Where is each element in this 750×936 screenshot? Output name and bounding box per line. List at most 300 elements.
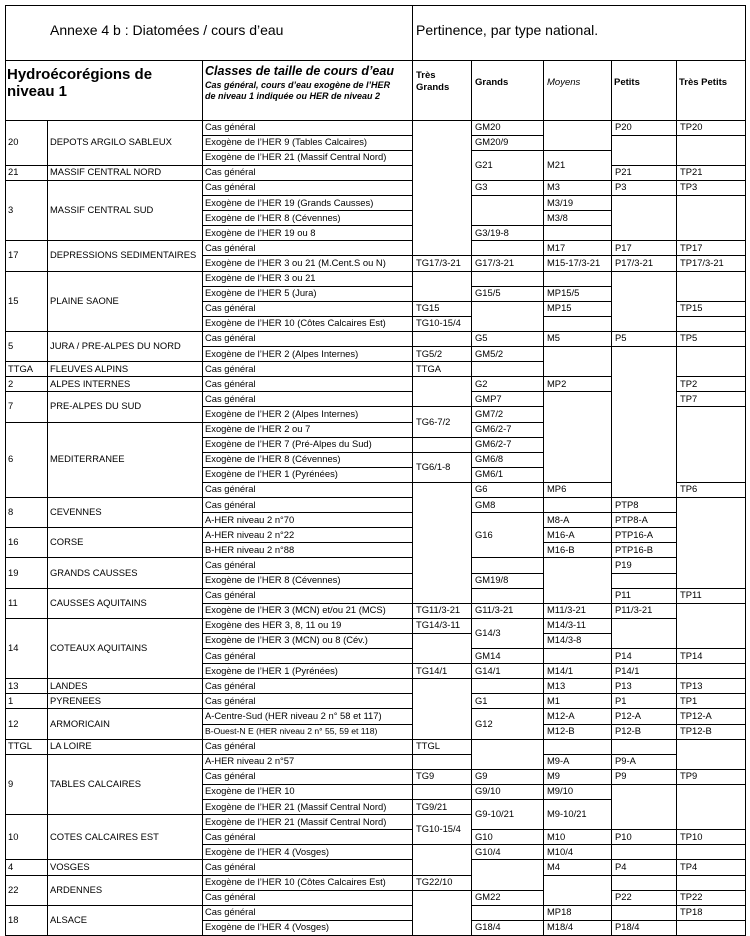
type-code-g: G2	[475, 377, 488, 389]
size-class-label: Exogène de l’HER 19 (Grands Causses)	[205, 196, 374, 208]
type-code-tp: TP13	[680, 679, 703, 691]
type-code-m: MP2	[547, 377, 567, 389]
type-code-m: M10/4	[547, 845, 574, 857]
size-class-label: Exogène de l’HER 7 (Pré-Alpes du Sud)	[205, 438, 372, 450]
region-name: CAUSSES AQUITAINS	[50, 596, 147, 608]
grid-line	[471, 618, 543, 619]
type-code-m: M16-A	[547, 528, 575, 540]
type-code-m: M21	[547, 158, 566, 170]
type-code-p: P10	[615, 830, 632, 842]
type-code-p: PTP8-A	[615, 513, 648, 525]
type-code-p: P14/1	[615, 664, 640, 676]
grid-line	[543, 150, 611, 151]
region-name: DEPOTS ARGILO SABLEUX	[50, 136, 172, 148]
grid-line	[5, 588, 202, 589]
classes-subheading-2: de niveau 1 indiquée ou HER de niveau 2	[205, 91, 381, 101]
type-code-p: P14	[615, 649, 632, 661]
size-class-label: A-HER niveau 2 n°70	[205, 513, 295, 525]
type-code-g: GM20/9	[475, 136, 509, 148]
type-code-tg: TG6/1-8	[416, 460, 451, 472]
grid-line	[47, 120, 48, 935]
size-class-label: Cas général	[205, 679, 256, 691]
type-code-g: G14/3	[475, 626, 501, 638]
grid-line	[471, 905, 543, 906]
type-code-p: P17/3-21	[615, 256, 654, 268]
type-code-g: GMP7	[475, 392, 502, 404]
col-header-tres-grands-1: Très	[416, 70, 436, 81]
classes-heading: Classes de taille de cours d’eau	[205, 64, 394, 78]
grid-line	[5, 60, 745, 61]
type-code-tp: TP9	[680, 770, 698, 782]
type-code-tp: TP2	[680, 377, 698, 389]
grid-line	[543, 316, 611, 317]
grid-line	[471, 708, 543, 709]
type-code-m: MP18	[547, 906, 572, 918]
type-code-p: P11/3-21	[615, 604, 653, 616]
type-code-tp: TP4	[680, 860, 698, 872]
region-name: LA LOIRE	[50, 740, 92, 752]
type-code-tp: TP6	[680, 483, 698, 495]
size-class-label: Exogène de l’HER 1 (Pyrénées)	[205, 664, 338, 676]
region-name: TABLES CALCAIRES	[50, 777, 142, 789]
grid-line	[5, 391, 202, 392]
region-name: CORSE	[50, 536, 84, 548]
size-class-label: Exogène de l’HER 8 (Cévennes)	[205, 453, 341, 465]
type-code-m: M9	[547, 770, 561, 782]
size-class-label: B-HER niveau 2 n°88	[205, 543, 295, 555]
grid-line	[5, 120, 202, 121]
grid-line	[676, 920, 745, 921]
size-class-label: Exogène de l’HER 19 ou 8	[205, 226, 316, 238]
grid-line	[5, 814, 202, 815]
type-code-m: M14/1	[547, 664, 574, 676]
grid-line	[412, 482, 471, 483]
grid-line	[611, 875, 676, 876]
type-code-m: M5	[547, 332, 561, 344]
size-class-label: B-Ouest-N E (HER niveau 2 n° 55, 59 et 118)	[205, 726, 378, 737]
type-code-tg: TTGA	[416, 362, 441, 374]
type-code-g: G17/3-21	[475, 256, 515, 268]
region-code: 1	[8, 694, 14, 706]
type-code-tp: TP17/3-21	[680, 256, 724, 268]
grid-line	[676, 875, 745, 876]
size-class-label: Cas général	[205, 302, 256, 314]
grid-line	[412, 271, 471, 272]
type-code-p: P5	[615, 332, 627, 344]
type-code-p: P12-B	[615, 725, 642, 737]
type-code-tg: TG17/3-21	[416, 256, 461, 268]
region-code: 3	[8, 204, 14, 216]
grid-line	[611, 271, 676, 272]
type-code-g: G10/4	[475, 845, 501, 857]
type-code-m: M4	[547, 860, 561, 872]
type-code-g: GM6/8	[475, 453, 504, 465]
size-class-label: Exogène de l’HER 8 (Cévennes)	[205, 211, 341, 223]
type-code-m: M3/8	[547, 211, 568, 223]
type-code-tp: TP5	[680, 332, 698, 344]
type-code-tg: TG10-15/4	[416, 823, 461, 835]
region-name: VOSGES	[50, 860, 90, 872]
grid-line	[676, 195, 745, 196]
grid-line	[676, 497, 745, 498]
region-name: ALSACE	[50, 913, 87, 925]
grid-line	[611, 905, 676, 906]
size-class-label: A-Centre-Sud (HER niveau 2 n° 58 et 117)	[205, 709, 382, 721]
type-code-g: GM6/2-7	[475, 438, 512, 450]
region-code: 5	[8, 340, 14, 351]
grid-line	[5, 708, 202, 709]
region-code: 6	[8, 453, 14, 465]
type-code-tg: TG14/3-11	[416, 619, 461, 631]
type-code-m: M1	[547, 694, 561, 706]
size-class-label: Exogène de l’HER 3 ou 21	[205, 272, 316, 284]
region-name: COTEAUX AQUITAINS	[50, 642, 148, 653]
type-code-tp: TP10	[680, 830, 703, 842]
grid-line	[5, 5, 745, 6]
grid-line	[5, 557, 202, 558]
type-code-m: M12-A	[547, 709, 575, 721]
type-code-tp: TP1	[680, 694, 698, 706]
region-code: 13	[8, 679, 19, 691]
size-class-label: Cas général	[205, 558, 256, 570]
type-code-g: GM20	[475, 121, 501, 133]
type-code-g: G14/1	[475, 664, 501, 676]
grid-line	[5, 331, 202, 332]
region-name: CEVENNES	[50, 506, 102, 518]
grid-line	[5, 618, 202, 619]
region-name: PLAINE SAONE	[50, 294, 119, 306]
size-class-label: Cas général	[205, 392, 256, 404]
size-class-label: Exogène de l’HER 9 (Tables Calcaires)	[205, 136, 368, 148]
col-header-tres-grands-2: Grands	[416, 82, 450, 93]
size-class-label: Exogène de l’HER 21 (Massif Central Nord)	[205, 151, 387, 163]
region-name: JURA / PRE-ALPES DU NORD	[50, 340, 181, 351]
type-code-g: GM8	[475, 498, 496, 510]
region-name: PRE-ALPES DU SUD	[50, 400, 142, 412]
type-code-tg: TG22/10	[416, 876, 453, 888]
grid-line	[543, 391, 611, 392]
region-name: ARDENNES	[50, 883, 103, 895]
region-code: 18	[8, 913, 19, 925]
grid-line	[676, 784, 745, 785]
size-class-label: A-HER niveau 2 n°22	[205, 528, 295, 540]
size-class-label: Cas général	[205, 241, 256, 253]
type-code-m: M9-A	[547, 755, 570, 767]
grid-line	[412, 437, 471, 438]
region-code: 22	[8, 883, 19, 895]
grid-line	[412, 754, 471, 755]
type-code-tg: TG5/2	[416, 347, 443, 359]
type-code-g: G11/3-21	[475, 604, 514, 616]
size-class-label: Exogène de l’HER 10	[205, 785, 295, 797]
type-code-g: G21	[475, 158, 493, 170]
type-code-p: P21	[615, 166, 632, 178]
region-code: 14	[8, 642, 19, 653]
size-class-label: Cas général	[205, 377, 256, 389]
type-code-tp: TP7	[680, 392, 698, 404]
type-code-m: M3	[547, 181, 561, 193]
type-code-p: PTP16-A	[615, 528, 654, 540]
col-header-moyens: Moyens	[547, 77, 581, 88]
grid-line	[543, 875, 611, 876]
type-code-m: M18/4	[547, 921, 574, 933]
grid-line	[543, 739, 611, 740]
size-class-label: Cas général	[205, 166, 256, 178]
grid-line	[471, 301, 543, 302]
grid-line	[5, 497, 202, 498]
type-code-p: P1	[615, 694, 627, 706]
type-code-tg: TG9/21	[416, 800, 448, 812]
region-name: MEDITERRANEE	[50, 453, 125, 465]
type-code-g: G18/4	[475, 921, 501, 933]
grid-line	[543, 497, 611, 498]
size-class-label: Exogène de l’HER 2 (Alpes Internes)	[205, 407, 359, 419]
grid-line	[676, 603, 745, 604]
size-class-label: Cas général	[205, 694, 256, 706]
grid-line	[412, 376, 471, 377]
grid-line	[471, 195, 543, 196]
grid-line	[676, 135, 745, 136]
type-code-p: P3	[615, 181, 627, 193]
annex-subtitle: Pertinence, par type national.	[416, 22, 599, 38]
grid-line	[412, 814, 471, 815]
grid-line	[471, 859, 543, 860]
region-code: 4	[8, 860, 14, 872]
type-code-p: PTP16-B	[615, 543, 654, 555]
grid-line	[611, 195, 676, 196]
region-code: TTGA	[8, 362, 33, 374]
grid-line	[676, 663, 745, 664]
type-code-g: G12	[475, 717, 493, 729]
size-class-label: Cas général	[205, 649, 256, 661]
grid-line	[676, 739, 745, 740]
region-name: LANDES	[50, 679, 88, 691]
grid-line	[471, 557, 543, 558]
type-code-tg: TG6-7/2	[416, 415, 451, 427]
size-class-label: Cas général	[205, 121, 256, 133]
type-code-p: PTP8	[615, 498, 639, 510]
size-class-label: Exogène de l’HER 3 ou 21 (M.Cent.S ou N)	[205, 256, 386, 268]
size-class-label: Exogène de l’HER 21 (Massif Central Nord)	[205, 800, 387, 812]
region-name: DEPRESSIONS SEDIMENTAIRES	[50, 249, 197, 261]
type-code-g: G15/5	[475, 287, 501, 299]
type-code-tp: TP14	[680, 649, 703, 661]
type-code-tg: TTGL	[416, 740, 440, 752]
type-code-tp: TP18	[680, 906, 703, 918]
her-heading	[7, 66, 197, 100]
type-code-g: GM22	[475, 891, 501, 903]
grid-line	[412, 844, 471, 845]
size-class-label: Cas général	[205, 483, 256, 495]
classes-subheading-1: Cas général, cours d’eau exogène de l’HER	[205, 80, 391, 90]
region-code: 21	[8, 166, 19, 178]
region-code: 19	[8, 566, 19, 578]
type-code-m: M12-B	[547, 725, 575, 737]
grid-line	[5, 271, 202, 272]
grid-line	[412, 784, 471, 785]
grid-line	[412, 633, 471, 634]
type-code-g: GM5/2	[475, 347, 504, 359]
region-name: ALPES INTERNES	[50, 377, 131, 389]
type-code-p: P13	[615, 679, 632, 691]
type-code-tg: TG9	[416, 770, 435, 782]
type-code-g: G9-10/21	[475, 808, 515, 820]
size-class-label: Cas général	[205, 740, 256, 752]
size-class-label: Exogène de l’HER 3 (MCN) ou 8 (Cév.)	[205, 634, 368, 646]
type-code-m: M17	[547, 241, 566, 253]
region-code: 9	[8, 777, 14, 789]
region-code: 10	[8, 830, 19, 842]
size-class-label: Exogène de l’HER 4 (Vosges)	[205, 921, 330, 933]
type-code-tp: TP12-B	[680, 725, 712, 737]
grid-line	[5, 5, 6, 936]
grid-line	[412, 890, 471, 891]
col-header-grands: Grands	[475, 77, 509, 88]
grid-line	[676, 406, 745, 407]
grid-line	[5, 905, 202, 906]
type-code-m: MP15	[547, 302, 572, 314]
size-class-label: A-HER niveau 2 n°57	[205, 755, 295, 767]
type-code-tp: TP20	[680, 121, 703, 133]
grid-line	[5, 859, 202, 860]
her-heading-text: Hydroécorégions de niveau 1	[7, 66, 153, 100]
grid-line	[5, 693, 202, 694]
type-code-m: M16-B	[547, 543, 575, 555]
type-code-p: P11	[615, 589, 631, 601]
grid-line	[611, 346, 676, 347]
type-code-m: M13	[547, 679, 566, 691]
type-code-tp: TP21	[680, 166, 703, 178]
region-code: 8	[8, 506, 14, 518]
type-code-p: P20	[615, 121, 632, 133]
size-class-label: Exogène de l’HER 2 (Alpes Internes)	[205, 347, 359, 359]
type-code-m: M11/3-21	[547, 604, 586, 616]
type-code-g: G5	[475, 332, 488, 344]
size-class-label: Exogène des HER 3, 8, 11 ou 19	[205, 619, 342, 631]
type-code-g: G9	[475, 770, 488, 782]
type-code-m: M8-A	[547, 513, 570, 525]
size-class-label: Cas général	[205, 860, 256, 872]
grid-line	[676, 316, 745, 317]
type-code-g: GM6/1	[475, 468, 504, 480]
grid-line	[5, 678, 202, 679]
size-class-label: Cas général	[205, 498, 256, 510]
grid-line	[471, 512, 543, 513]
type-code-tg: TG15	[416, 302, 440, 314]
region-code: 7	[8, 400, 14, 412]
type-code-g: GM14	[475, 649, 501, 661]
type-code-g: G3/19-8	[475, 226, 509, 238]
grid-line	[5, 754, 202, 755]
type-code-g: G16	[475, 528, 493, 540]
grid-line	[543, 271, 611, 272]
grid-line	[543, 648, 611, 649]
type-code-m: M9/10	[547, 785, 574, 797]
grid-line	[5, 739, 202, 740]
type-code-m: M14/3-11	[547, 619, 586, 631]
type-code-tp: TP12-A	[680, 709, 712, 721]
size-class-label: Exogène de l’HER 3 (MCN) et/ou 21 (MCS)	[205, 604, 386, 616]
type-code-p: P12-A	[615, 709, 642, 721]
type-code-m: M15-17/3-21	[547, 256, 601, 268]
grid-line	[5, 422, 202, 423]
grid-line	[543, 225, 611, 226]
grid-line	[611, 135, 676, 136]
region-name: GRANDS CAUSSES	[50, 566, 138, 578]
region-code: 20	[8, 136, 19, 148]
col-header-petits: Petits	[614, 77, 640, 88]
grid-line	[676, 346, 745, 347]
grid-line	[5, 240, 202, 241]
grid-line	[412, 5, 413, 935]
grid-line	[543, 799, 611, 800]
region-code: 15	[8, 294, 19, 306]
region-name: COTES CALCAIRES EST	[50, 830, 159, 842]
annex-title: Annexe 4 b : Diatomées / cours d’eau	[50, 22, 284, 38]
type-code-g: GM6/2-7	[475, 423, 512, 435]
grid-line	[611, 784, 676, 785]
type-code-tg: TG14/1	[416, 664, 448, 676]
grid-line	[471, 361, 543, 362]
type-code-p: P18/4	[615, 921, 640, 933]
type-code-g: G9/10	[475, 785, 501, 797]
size-class-label: Cas général	[205, 830, 256, 842]
size-class-label: Cas général	[205, 906, 256, 918]
region-code: 12	[8, 717, 19, 729]
type-code-p: P4	[615, 860, 627, 872]
region-code: TTGL	[8, 740, 32, 752]
grid-line	[471, 150, 543, 151]
grid-line	[5, 180, 202, 181]
region-name: MASSIF CENTRAL NORD	[50, 166, 162, 178]
grid-line	[471, 678, 543, 679]
region-name: PYRENEES	[50, 694, 102, 706]
grid-line	[5, 875, 202, 876]
grid-line	[5, 527, 202, 528]
type-code-p: P19	[615, 558, 632, 570]
grid-line	[471, 240, 543, 241]
type-code-m: MP15/5	[547, 287, 580, 299]
size-class-label: Exogène de l’HER 21 (Massif Central Nord)	[205, 815, 387, 827]
col-header-tres-petits: Très Petits	[679, 77, 728, 88]
type-code-p: P17	[615, 241, 632, 253]
type-code-m: M3/19	[547, 196, 574, 208]
type-code-g: GM19/8	[475, 574, 509, 586]
type-code-tp: TP3	[680, 181, 698, 193]
size-class-label: Cas général	[205, 891, 256, 903]
type-code-m: M10	[547, 830, 566, 842]
type-code-g: G1	[475, 694, 488, 706]
region-code: 2	[8, 377, 14, 389]
grid-line	[611, 844, 676, 845]
grid-line	[412, 331, 471, 332]
type-code-tp: TP22	[680, 891, 703, 903]
size-class-label: Exogène de l’HER 10 (Côtes Calcaires Est)	[205, 317, 386, 329]
region-name: ARMORICAIN	[50, 717, 110, 729]
grid-line	[412, 452, 471, 453]
grid-line	[611, 573, 676, 574]
type-code-m: MP6	[547, 483, 567, 495]
type-code-tp: TP11	[680, 589, 702, 601]
grid-line	[611, 618, 676, 619]
grid-line	[745, 5, 746, 936]
size-class-label: Cas général	[205, 589, 256, 601]
size-class-label: Cas général	[205, 332, 256, 344]
size-class-label: Exogène de l’HER 10 (Côtes Calcaires Est)	[205, 876, 386, 888]
grid-line	[676, 271, 745, 272]
type-code-tp: TP15	[680, 302, 703, 314]
type-code-p: P9-A	[615, 755, 636, 767]
